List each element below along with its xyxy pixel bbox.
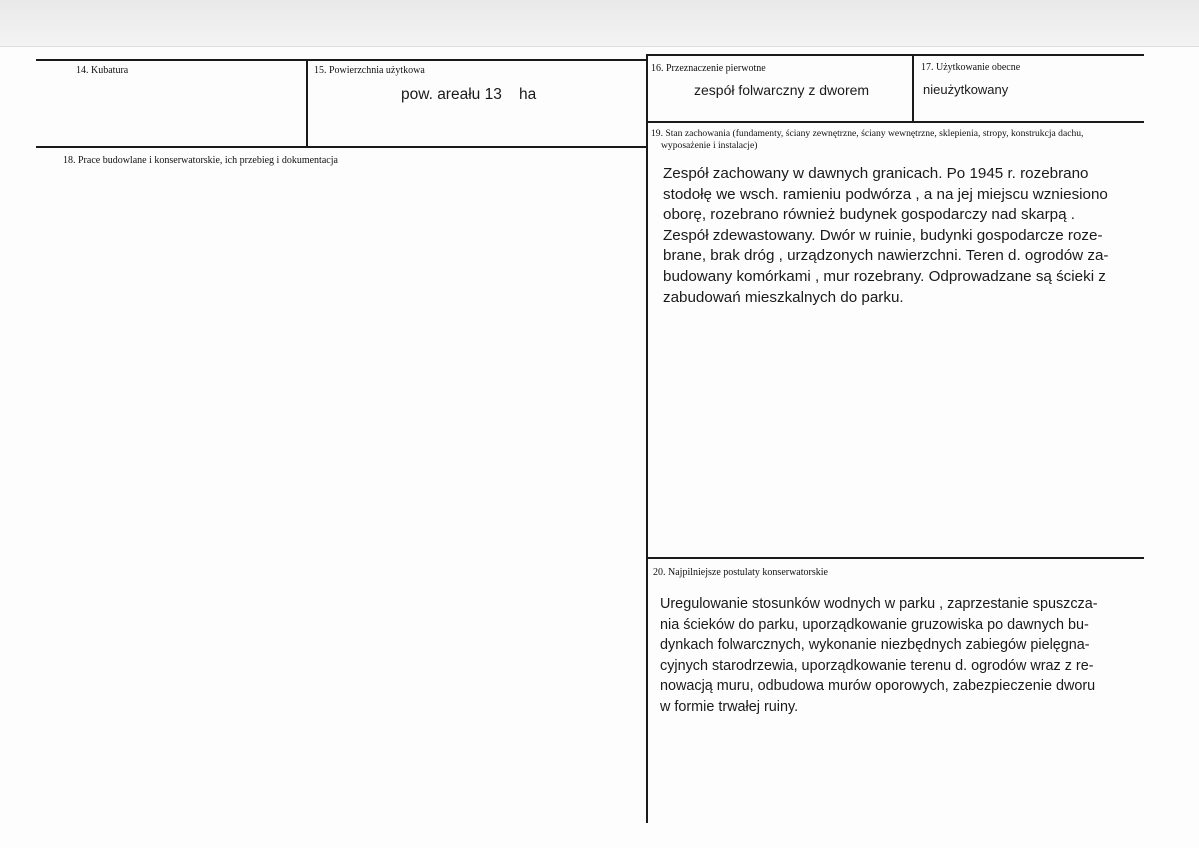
field-19-label	[651, 128, 1146, 152]
rule-center-divider	[646, 54, 648, 823]
rule-above-20	[646, 557, 1144, 559]
field-14-label: 14. Kubatura	[76, 65, 129, 76]
field-17-value: nieużytkowany	[923, 82, 1009, 97]
field-19-line: Zespół zdewastowany. Dwór w ruinie, budynki gospodarcze roze-	[663, 226, 1103, 244]
field-16-value: zespół folwarczny z dworem	[694, 82, 870, 98]
field-19-label-line-1: 19. Stan zachowania (fundamenty, ściany zewnętrzne, ściany wewnętrzne, sklepienia, stropy, konstrukcja dachu,	[651, 128, 1084, 139]
field-19-line: zabudowań mieszkalnych do parku.	[663, 288, 904, 306]
rule-14-15-divider	[306, 59, 308, 147]
field-19-label-line-2: wyposażenie i instalacje)	[661, 140, 758, 151]
field-20-line: dynkach folwarcznych, wykonanie niezbędnych zabiegów pielęgna-	[660, 637, 1090, 654]
field-20-line: w formie trwałej ruiny.	[660, 698, 799, 715]
field-18-label: 18. Prace budowlane i konserwatorskie, ich przebieg i dokumentacja	[63, 155, 338, 166]
field-19-line: stodołę we wsch. ramieniu podwórza , a na jej miejscu wzniesiono	[663, 185, 1108, 203]
field-19-line: Zespół zachowany w dawnych granicach. Po 1945 r. rozebrano	[663, 165, 1089, 182]
field-15-value: pow. areału 13 ha	[401, 86, 537, 103]
field-20-line: Uregulowanie stosunków wodnych w parku , zaprzestanie spuszcza-	[660, 596, 1098, 612]
rule-top-left	[36, 59, 646, 61]
field-20-line: nia ścieków do parku, uporządkowanie gruzowiska po dawnych bu-	[660, 616, 1089, 633]
scan-top-strip	[0, 0, 1199, 47]
field-16-label: 16. Przeznaczenie pierwotne	[651, 63, 766, 74]
field-17-label: 17. Użytkowanie obecne	[921, 62, 1021, 73]
field-20-line: cyjnych starodrzewia, uporządkowanie terenu d. ogrodów wraz z re-	[660, 657, 1094, 674]
field-19-text	[663, 164, 1108, 308]
field-15-label: 15. Powierzchnia użytkowa	[314, 65, 425, 76]
rule-16-17-divider	[912, 54, 914, 122]
field-19-line: oborę, rozebrano również budynek gospodarczy nad skarpą .	[663, 206, 1075, 224]
rule-top-right	[646, 54, 1144, 56]
field-19-line: budowany komórkami , mur rozebrany. Odprowadzane są ścieki z	[663, 267, 1106, 285]
field-19-line: brane, brak dróg , urządzonych nawierzchni. Teren d. ogrodów za-	[663, 247, 1109, 265]
rule-below-16-17	[646, 121, 1144, 123]
rule-below-14-15	[36, 146, 646, 148]
field-20-line: nowacją muru, odbudowa murów oporowych, zabezpieczenie dworu	[660, 678, 1096, 695]
field-20-label: 20. Najpilniejsze postulaty konserwatorskie	[653, 567, 828, 578]
field-20-text	[660, 594, 1098, 718]
